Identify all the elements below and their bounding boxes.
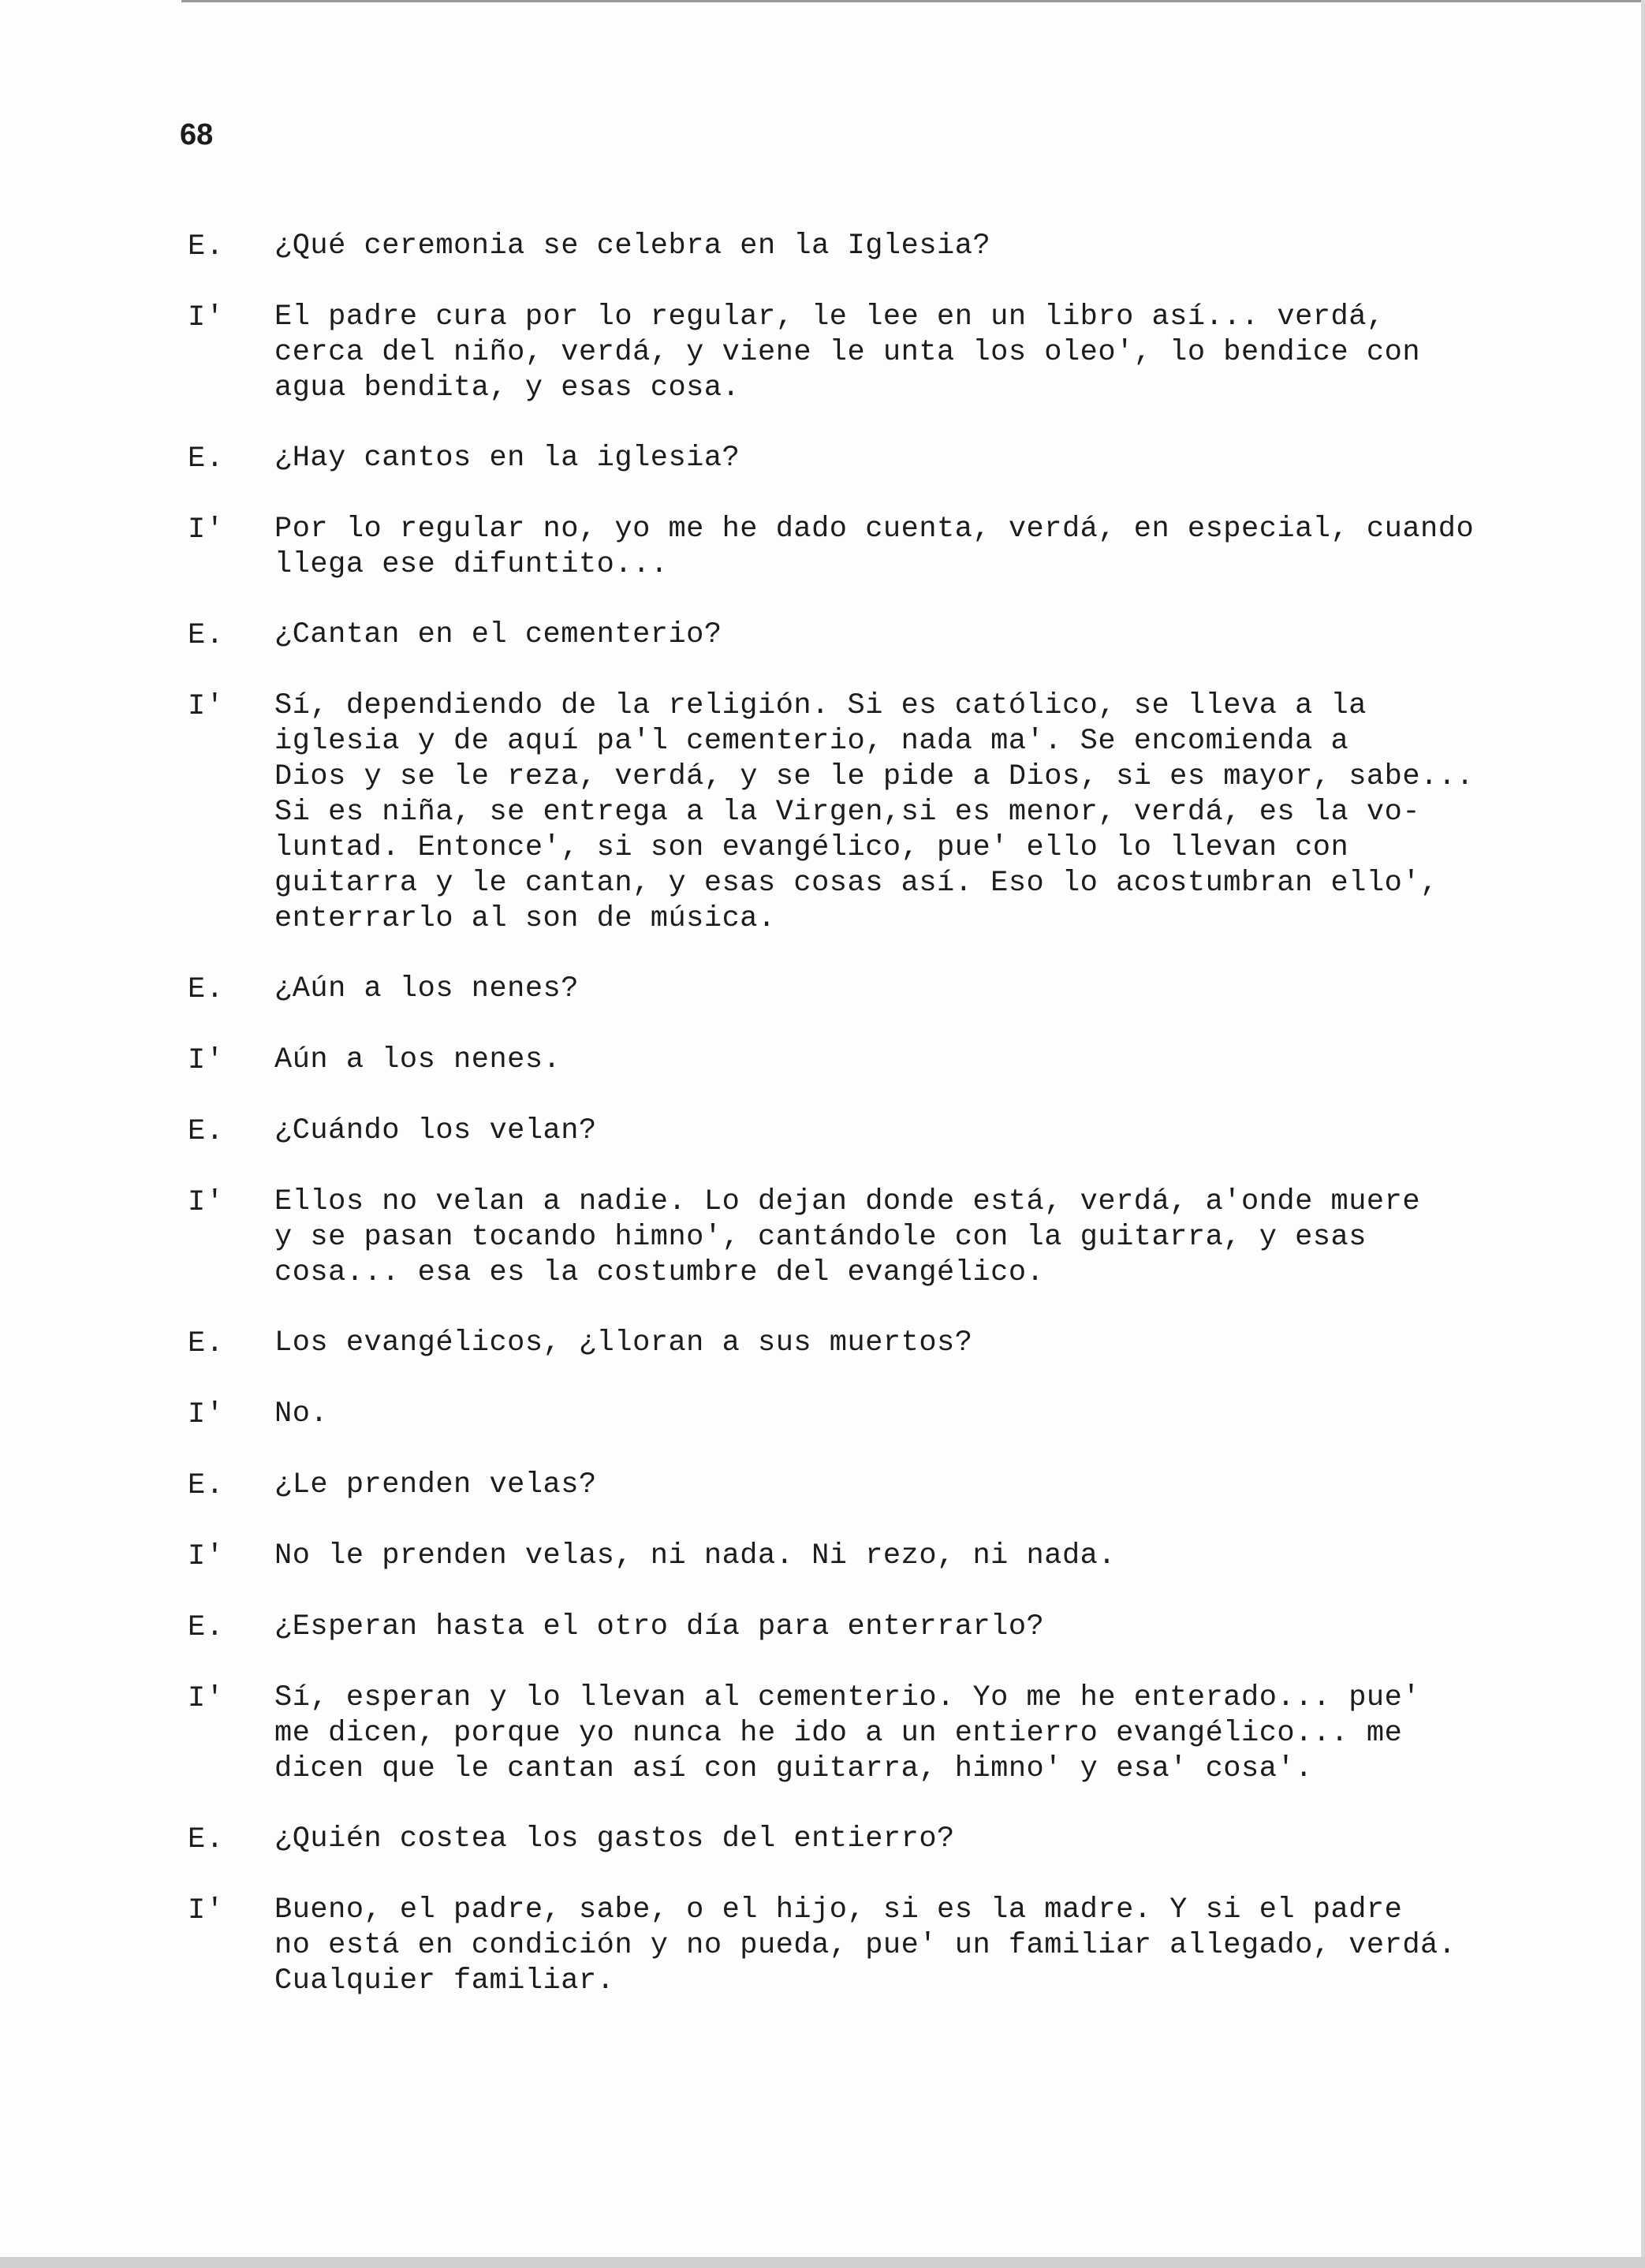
utterance-text: Sí, esperan y lo llevan al cementerio. Yo me he enterado... pue' me dicen, porque yo nunca he ido a un entierro evangélico... me dicen que le cantan así con guitarra, himno' y esa' cosa'. [274, 1681, 1421, 1785]
speaker-label: I' [188, 1044, 225, 1077]
speaker-label: E. [188, 230, 225, 263]
speaker-label: I' [188, 513, 225, 546]
dialogue-entry [188, 688, 1481, 937]
utterance-text: ¿Aún a los nenes? [274, 972, 579, 1005]
dialogue-entry [188, 1539, 1481, 1575]
utterance-text: Bueno, el padre, sabe, o el hijo, si es la madre. Y si el padre no está en condición y no pueda, pue' un familiar allegado, verdá. Cualquier familiar. [274, 1893, 1457, 1998]
dialogue-entry [188, 441, 1481, 477]
speaker-label: I' [188, 1186, 225, 1219]
speaker-label: E. [188, 1327, 225, 1360]
utterance-text: Los evangélicos, ¿lloran a sus muertos? [274, 1326, 973, 1360]
utterance-text: ¿Quién costea los gastos del entierro? [274, 1822, 955, 1856]
dialogue-entry [188, 1822, 1481, 1858]
utterance-text: Sí, dependiendo de la religión. Si es católico, se lleva a la iglesia y de aquí pa'l cementerio, nada ma'. Se encomienda a Dios y se le reza, verdá, y se le pide a Dios, si es mayor, sabe... Si es niña, se entrega a la Virgen,si es menor, verdá, es la vo- luntad. Entonce', si son evangélico, pue' ello lo llevan con guitarra y le cantan, y esas cosas así. Eso lo acostumbran ello', enterrarlo al son de música. [274, 689, 1475, 935]
speaker-label: I' [188, 1682, 225, 1715]
dialogue-entry [188, 1043, 1481, 1079]
speaker-label: I' [188, 1894, 225, 1927]
speaker-label: E. [188, 1469, 225, 1502]
utterance-text: ¿Qué ceremonia se celebra en la Iglesia? [274, 229, 991, 263]
speaker-label: I' [188, 1398, 225, 1431]
page-top-edge [181, 0, 1645, 2]
speaker-label: E. [188, 1823, 225, 1856]
dialogue-entry [188, 512, 1481, 583]
dialogue-entry [188, 1113, 1481, 1150]
speaker-label: I' [188, 301, 225, 334]
dialogue-entry [188, 1468, 1481, 1504]
dialogue-entry [188, 972, 1481, 1008]
speaker-label: E. [188, 1115, 225, 1148]
dialogue-entry [188, 1184, 1481, 1291]
page-number: 68 [180, 118, 214, 151]
dialogue-entry [188, 1326, 1481, 1362]
interview-transcript [188, 229, 1481, 2034]
speaker-label: E. [188, 973, 225, 1006]
dialogue-entry [188, 1610, 1481, 1646]
page-bottom-edge [0, 2257, 1645, 2268]
utterance-text: Por lo regular no, yo me he dado cuenta, verdá, en especial, cuando llega ese difuntito... [274, 513, 1475, 581]
speaker-label: E. [188, 1611, 225, 1644]
utterance-text: ¿Esperan hasta el otro día para enterrarlo? [274, 1610, 1045, 1643]
utterance-text: Ellos no velan a nadie. Lo dejan donde está, verdá, a'onde muere y se pasan tocando himno', cantándole con la guitarra, y esas cosa... esa es la costumbre del evangélico. [274, 1185, 1421, 1289]
dialogue-entry [188, 617, 1481, 654]
utterance-text: No. [274, 1397, 329, 1431]
utterance-text: ¿Cuándo los velan? [274, 1114, 597, 1147]
speaker-label: E. [188, 442, 225, 476]
utterance-text: ¿Le prenden velas? [274, 1468, 597, 1501]
dialogue-entry [188, 1893, 1481, 1999]
dialogue-entry [188, 1680, 1481, 1787]
utterance-text: ¿Hay cantos en la iglesia? [274, 442, 740, 475]
dialogue-entry [188, 229, 1481, 265]
utterance-text: ¿Cantan en el cementerio? [274, 618, 722, 651]
utterance-text: No le prenden velas, ni nada. Ni rezo, ni nada. [274, 1539, 1117, 1572]
dialogue-entry [188, 300, 1481, 406]
page-right-edge [1641, 0, 1645, 2268]
dialogue-entry [188, 1397, 1481, 1433]
utterance-text: El padre cura por lo regular, le lee en un libro así... verdá, cerca del niño, verdá, y viene le unta los oleo', lo bendice con agua bendita, y esas cosa. [274, 300, 1421, 405]
speaker-label: I' [188, 1540, 225, 1573]
speaker-label: E. [188, 619, 225, 652]
utterance-text: Aún a los nenes. [274, 1043, 561, 1076]
speaker-label: I' [188, 690, 225, 723]
